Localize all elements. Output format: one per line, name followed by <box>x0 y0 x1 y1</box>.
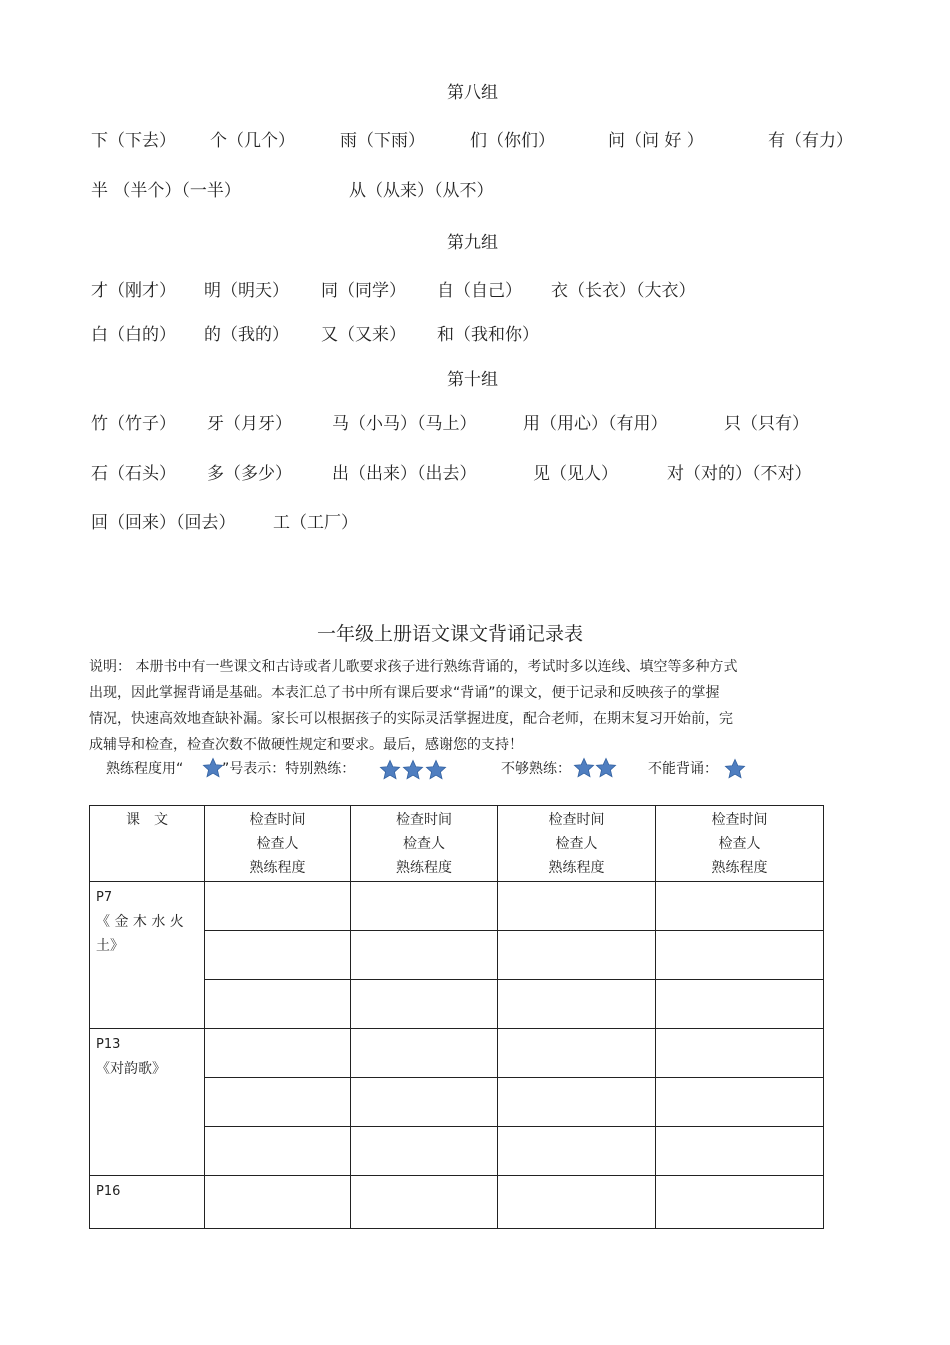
star-icon <box>595 757 617 779</box>
star-icon <box>724 758 746 780</box>
record-cell[interactable] <box>205 980 351 1029</box>
word-item: 们（你们） <box>470 131 555 151</box>
record-cell[interactable] <box>656 1029 824 1078</box>
lesson-cell: P13 《对韵歌》 <box>90 1029 205 1176</box>
record-cell[interactable] <box>498 1127 656 1176</box>
word-item: 出（出来）（出去） <box>332 464 477 484</box>
legend-not-enough: 不够熟练： <box>501 761 571 777</box>
record-cell[interactable] <box>351 1176 498 1229</box>
star-icon <box>202 757 224 779</box>
lesson-cell: P16 <box>90 1176 205 1229</box>
word-item: 工（工厂） <box>273 513 358 533</box>
star-icon <box>573 757 595 779</box>
word-item: 竹（竹子） <box>91 414 176 434</box>
record-cell[interactable] <box>205 931 351 980</box>
word-item: 和（我和你） <box>437 325 539 345</box>
group-9-title: 第九组 <box>447 233 498 253</box>
record-cell[interactable] <box>656 980 824 1029</box>
word-item: 用（用心）（有用） <box>523 414 668 434</box>
word-item: 问（问 好 ） <box>608 131 704 151</box>
table-row <box>90 1176 824 1229</box>
group-10-title: 第十组 <box>447 370 498 390</box>
record-cell[interactable] <box>498 980 656 1029</box>
description-line: 情况，快速高效地查缺补漏。家长可以根据孩子的实际灵活掌握进度，配合老师，在期末复习开始前，完 <box>89 711 733 727</box>
word-item: 又（又来） <box>321 325 406 345</box>
word-item: 的（我的） <box>204 325 289 345</box>
word-item: 从（从来）（从不） <box>349 181 494 201</box>
table-row <box>90 882 824 931</box>
word-item: 下（下去） <box>91 131 176 151</box>
word-item: 半 （半个）（一半） <box>91 181 241 201</box>
word-item: 石（石头） <box>91 464 176 484</box>
description-line: 出现，因此掌握背诵是基础。本表汇总了书中所有课后要求“背诵”的课文，便于记录和反映孩子的掌握 <box>89 685 720 701</box>
record-cell[interactable] <box>205 1029 351 1078</box>
word-item: 明（明天） <box>204 281 289 301</box>
check-header: 检查时间 检查人 熟练程度 <box>498 806 656 882</box>
word-item: 自（自己） <box>437 281 522 301</box>
word-item: 只（只有） <box>724 414 809 434</box>
word-item: 多（多少） <box>207 464 292 484</box>
record-cell[interactable] <box>656 1176 824 1229</box>
group-8-title: 第八组 <box>447 83 498 103</box>
record-cell[interactable] <box>351 1078 498 1127</box>
word-item: 个（几个） <box>210 131 295 151</box>
record-cell[interactable] <box>498 1029 656 1078</box>
recitation-record-table <box>89 805 824 1229</box>
word-item: 对（对的）（不对） <box>667 464 812 484</box>
word-item: 回（回来）（回去） <box>91 513 236 533</box>
star-icon <box>402 759 424 781</box>
word-item: 见（见人） <box>533 464 618 484</box>
description-line: 成辅导和检查，检查次数不做硬性规定和要求。最后，感谢您的支持！ <box>89 737 523 753</box>
word-item: 牙（月牙） <box>207 414 292 434</box>
word-item: 才（刚才） <box>91 281 176 301</box>
check-header: 检查时间 检查人 熟练程度 <box>351 806 498 882</box>
word-item: 马（小马）（马上） <box>332 414 477 434</box>
record-cell[interactable] <box>498 1078 656 1127</box>
record-cell[interactable] <box>656 1127 824 1176</box>
word-item: 衣（长衣）（大衣） <box>551 281 696 301</box>
record-cell[interactable] <box>205 882 351 931</box>
legend-suffix: ”号表示：特别熟练： <box>222 761 356 777</box>
star-icon <box>379 759 401 781</box>
record-cell[interactable] <box>656 1078 824 1127</box>
record-cell[interactable] <box>351 1029 498 1078</box>
record-cell[interactable] <box>205 1127 351 1176</box>
record-cell[interactable] <box>498 931 656 980</box>
record-cell[interactable] <box>656 882 824 931</box>
star-icon <box>425 759 447 781</box>
record-cell[interactable] <box>656 931 824 980</box>
word-item: 雨（下雨） <box>340 131 425 151</box>
record-cell[interactable] <box>498 1176 656 1229</box>
legend-prefix: 熟练程度用“ <box>106 761 184 777</box>
record-title: 一年级上册语文课文背诵记录表 <box>316 623 583 645</box>
record-cell[interactable] <box>351 980 498 1029</box>
word-item: 有（有力） <box>768 131 853 151</box>
record-cell[interactable] <box>498 882 656 931</box>
legend-cannot: 不能背诵： <box>648 761 718 777</box>
lesson-header: 课 文 <box>90 806 205 882</box>
record-cell[interactable] <box>205 1176 351 1229</box>
word-item: 同（同学） <box>321 281 406 301</box>
table-row <box>90 1029 824 1078</box>
check-header: 检查时间 检查人 熟练程度 <box>656 806 824 882</box>
record-cell[interactable] <box>351 882 498 931</box>
word-item: 白（白的） <box>91 325 176 345</box>
record-cell[interactable] <box>351 1127 498 1176</box>
check-header: 检查时间 检查人 熟练程度 <box>205 806 351 882</box>
table-header-row <box>90 806 824 882</box>
lesson-cell: P7 《 金 木 水 火 土》 <box>90 882 205 1029</box>
record-cell[interactable] <box>351 931 498 980</box>
record-cell[interactable] <box>205 1078 351 1127</box>
description-line: 说明： 本册书中有一些课文和古诗或者儿歌要求孩子进行熟练背诵的，考试时多以连线、填空等多种方式 <box>89 659 738 675</box>
